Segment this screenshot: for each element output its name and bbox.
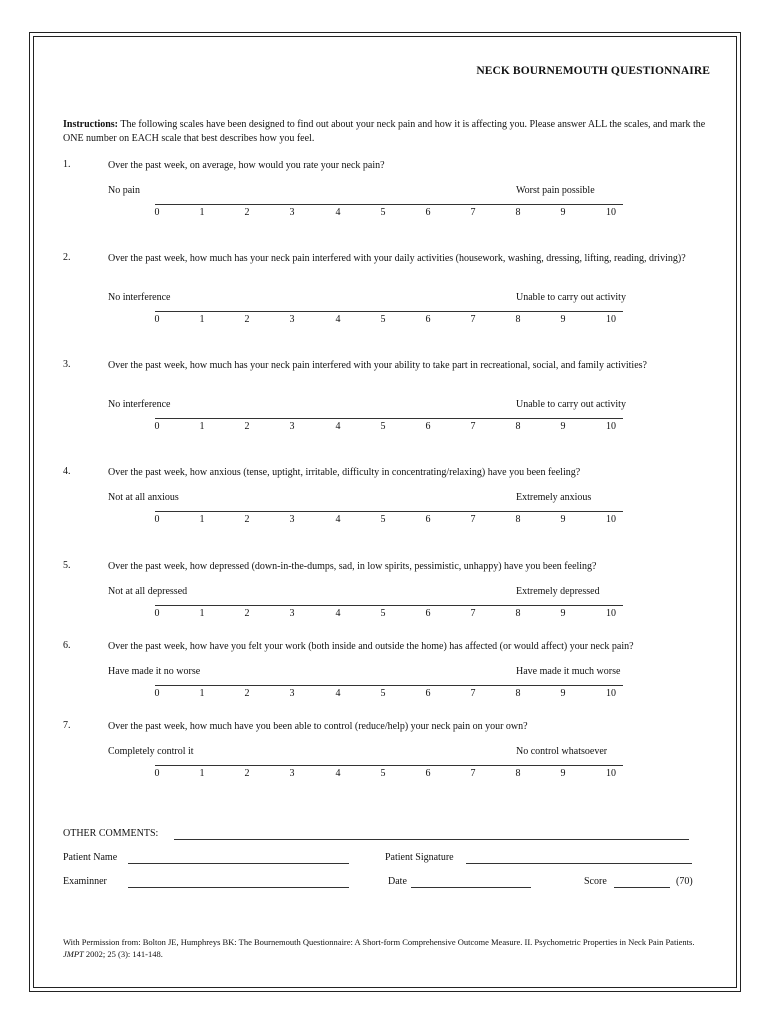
scale-option-2[interactable]: 2 bbox=[244, 608, 250, 619]
scale-option-8[interactable]: 8 bbox=[515, 314, 521, 325]
scale-anchor-right: Worst pain possible bbox=[516, 185, 595, 196]
scale-option-1[interactable]: 1 bbox=[199, 314, 205, 325]
scale-line bbox=[155, 311, 623, 312]
scale-option-7[interactable]: 7 bbox=[470, 314, 476, 325]
scale-option-4[interactable]: 4 bbox=[335, 688, 341, 699]
patient-name-label: Patient Name bbox=[63, 852, 118, 863]
scale-option-7[interactable]: 7 bbox=[470, 608, 476, 619]
scale-option-8[interactable]: 8 bbox=[515, 768, 521, 779]
scale-option-3[interactable]: 3 bbox=[289, 608, 295, 619]
scale-option-8[interactable]: 8 bbox=[515, 514, 521, 525]
date-label: Date bbox=[388, 876, 407, 887]
date-field[interactable] bbox=[411, 887, 531, 888]
scale-option-8[interactable]: 8 bbox=[515, 608, 521, 619]
score-label: Score bbox=[584, 876, 607, 887]
scale-option-4[interactable]: 4 bbox=[335, 421, 341, 432]
question-number: 6. bbox=[63, 640, 71, 651]
patient-signature-field[interactable] bbox=[466, 863, 692, 864]
scale-option-2[interactable]: 2 bbox=[244, 768, 250, 779]
scale-option-2[interactable]: 2 bbox=[244, 314, 250, 325]
score-max: (70) bbox=[676, 876, 693, 887]
scale-option-2[interactable]: 2 bbox=[244, 421, 250, 432]
question-text: Over the past week, how much has your neck pain interfered with your daily activities (housework, washing, dressing, lifting, reading, driving)? bbox=[108, 253, 686, 264]
scale-anchor-left: Not at all depressed bbox=[108, 586, 188, 597]
scale-anchor-right: Unable to carry out activity bbox=[516, 399, 626, 410]
scale-option-5[interactable]: 5 bbox=[380, 768, 386, 779]
scale-option-0[interactable]: 0 bbox=[154, 608, 160, 619]
scale-anchor-left: No interference bbox=[108, 292, 171, 303]
scale-option-10[interactable]: 10 bbox=[606, 314, 616, 325]
instructions-label: Instructions: bbox=[63, 119, 119, 130]
scale-option-4[interactable]: 4 bbox=[335, 768, 341, 779]
scale-option-0[interactable]: 0 bbox=[154, 314, 160, 325]
other-comments-field[interactable] bbox=[174, 839, 689, 840]
scale-option-5[interactable]: 5 bbox=[380, 514, 386, 525]
question-number: 5. bbox=[63, 560, 71, 571]
instructions bbox=[63, 118, 708, 146]
scale-line bbox=[155, 765, 623, 766]
scale-option-10[interactable]: 10 bbox=[606, 688, 616, 699]
scale-option-3[interactable]: 3 bbox=[289, 207, 295, 218]
scale-line bbox=[155, 204, 623, 205]
scale-option-9[interactable]: 9 bbox=[560, 207, 566, 218]
question-text: Over the past week, how depressed (down-in-the-dumps, sad, in low spirits, pessimistic, unhappy) have you been feeling? bbox=[108, 561, 597, 572]
question-text: Over the past week, on average, how would you rate your neck pain? bbox=[108, 160, 385, 171]
other-comments-label: OTHER COMMENTS: bbox=[63, 828, 159, 839]
scale-option-9[interactable]: 9 bbox=[560, 421, 566, 432]
scale-option-8[interactable]: 8 bbox=[515, 421, 521, 432]
scale-option-6[interactable]: 6 bbox=[425, 688, 431, 699]
scale-option-0[interactable]: 0 bbox=[154, 207, 160, 218]
scale-line bbox=[155, 511, 623, 512]
scale-option-5[interactable]: 5 bbox=[380, 688, 386, 699]
scale-anchor-left: Completely control it bbox=[108, 746, 194, 757]
scale-option-4[interactable]: 4 bbox=[335, 608, 341, 619]
scale-anchor-right: Extremely anxious bbox=[516, 492, 592, 503]
scale-option-6[interactable]: 6 bbox=[425, 421, 431, 432]
scale-option-1[interactable]: 1 bbox=[199, 421, 205, 432]
question-text: Over the past week, how much have you been able to control (reduce/help) your neck pain on your own? bbox=[108, 721, 528, 732]
scale-line bbox=[155, 605, 623, 606]
scale-option-10[interactable]: 10 bbox=[606, 421, 616, 432]
scale-option-2[interactable]: 2 bbox=[244, 514, 250, 525]
scale-option-6[interactable]: 6 bbox=[425, 768, 431, 779]
scale-option-8[interactable]: 8 bbox=[515, 688, 521, 699]
question-number: 4. bbox=[63, 466, 71, 477]
scale-option-1[interactable]: 1 bbox=[199, 608, 205, 619]
patient-signature-label: Patient Signature bbox=[385, 852, 454, 863]
scale-option-8[interactable]: 8 bbox=[515, 207, 521, 218]
scale-option-3[interactable]: 3 bbox=[289, 688, 295, 699]
scale-option-2[interactable]: 2 bbox=[244, 688, 250, 699]
scale-option-1[interactable]: 1 bbox=[199, 768, 205, 779]
inner-border bbox=[33, 36, 737, 988]
scale-line bbox=[155, 418, 623, 419]
question-text: Over the past week, how much has your neck pain interfered with your ability to take part in recreational, social, and family activities? bbox=[108, 360, 647, 371]
question-number: 2. bbox=[63, 252, 71, 263]
scale-anchor-left: No interference bbox=[108, 399, 171, 410]
scale-option-4[interactable]: 4 bbox=[335, 314, 341, 325]
scale-option-6[interactable]: 6 bbox=[425, 207, 431, 218]
examiner-label: Examinner bbox=[63, 876, 107, 887]
scale-option-7[interactable]: 7 bbox=[470, 768, 476, 779]
scale-option-10[interactable]: 10 bbox=[606, 207, 616, 218]
question-number: 3. bbox=[63, 359, 71, 370]
scale-option-7[interactable]: 7 bbox=[470, 514, 476, 525]
scale-option-9[interactable]: 9 bbox=[560, 608, 566, 619]
scale-anchor-right: Extremely depressed bbox=[516, 586, 600, 597]
citation-prefix: With Permission from: Bolton JE, Humphreys BK: The Bournemouth Questionnaire: A Short-form Comprehensive Outcome Measure. II. Psychometric Properties in Neck Pain Patients. bbox=[63, 937, 695, 947]
scale-option-6[interactable]: 6 bbox=[425, 608, 431, 619]
scale-anchor-left: No pain bbox=[108, 185, 140, 196]
citation-suffix: 2002; 25 (3): 141-148. bbox=[85, 949, 163, 959]
scale-option-5[interactable]: 5 bbox=[380, 207, 386, 218]
scale-anchor-right: Have made it much worse bbox=[516, 666, 621, 677]
scale-option-1[interactable]: 1 bbox=[199, 207, 205, 218]
scale-option-1[interactable]: 1 bbox=[199, 688, 205, 699]
scale-anchor-left: Have made it no worse bbox=[108, 666, 201, 677]
scale-option-7[interactable]: 7 bbox=[470, 207, 476, 218]
scale-option-9[interactable]: 9 bbox=[560, 514, 566, 525]
scale-option-2[interactable]: 2 bbox=[244, 207, 250, 218]
scale-anchor-left: Not at all anxious bbox=[108, 492, 179, 503]
scale-option-5[interactable]: 5 bbox=[380, 421, 386, 432]
scale-option-1[interactable]: 1 bbox=[199, 514, 205, 525]
scale-option-10[interactable]: 10 bbox=[606, 514, 616, 525]
citation bbox=[63, 936, 713, 960]
scale-option-0[interactable]: 0 bbox=[154, 688, 160, 699]
instructions-text: The following scales have been designed to find out about your neck pain and how it is affecting you. Please answer ALL the scales, and mark the ONE number on EACH scale that best describes how you feel. bbox=[63, 119, 706, 144]
page-title: NECK BOURNEMOUTH QUESTIONNAIRE bbox=[476, 65, 710, 77]
scale-option-3[interactable]: 3 bbox=[289, 768, 295, 779]
examiner-field[interactable] bbox=[128, 887, 349, 888]
scale-option-5[interactable]: 5 bbox=[380, 608, 386, 619]
scale-option-0[interactable]: 0 bbox=[154, 514, 160, 525]
scale-option-4[interactable]: 4 bbox=[335, 207, 341, 218]
question-text: Over the past week, how anxious (tense, uptight, irritable, difficulty in concentrating/relaxing) have you been feeling? bbox=[108, 467, 581, 478]
citation-journal: JMPT bbox=[63, 949, 84, 959]
scale-option-0[interactable]: 0 bbox=[154, 768, 160, 779]
scale-option-0[interactable]: 0 bbox=[154, 421, 160, 432]
question-number: 7. bbox=[63, 720, 71, 731]
scale-option-4[interactable]: 4 bbox=[335, 514, 341, 525]
scale-option-5[interactable]: 5 bbox=[380, 314, 386, 325]
scale-anchor-right: Unable to carry out activity bbox=[516, 292, 626, 303]
scale-option-3[interactable]: 3 bbox=[289, 314, 295, 325]
scale-option-7[interactable]: 7 bbox=[470, 688, 476, 699]
scale-option-3[interactable]: 3 bbox=[289, 514, 295, 525]
score-field[interactable] bbox=[614, 887, 670, 888]
scale-anchor-right: No control whatsoever bbox=[516, 746, 608, 757]
scale-option-6[interactable]: 6 bbox=[425, 314, 431, 325]
scale-option-7[interactable]: 7 bbox=[470, 421, 476, 432]
question-number: 1. bbox=[63, 159, 71, 170]
scale-option-10[interactable]: 10 bbox=[606, 608, 616, 619]
question-text: Over the past week, how have you felt your work (both inside and outside the home) has affected (or would affect) your neck pain? bbox=[108, 641, 634, 652]
scale-option-6[interactable]: 6 bbox=[425, 514, 431, 525]
scale-option-9[interactable]: 9 bbox=[560, 688, 566, 699]
scale-option-10[interactable]: 10 bbox=[606, 768, 616, 779]
patient-name-field[interactable] bbox=[128, 863, 349, 864]
scale-option-9[interactable]: 9 bbox=[560, 314, 566, 325]
scale-option-3[interactable]: 3 bbox=[289, 421, 295, 432]
scale-line bbox=[155, 685, 623, 686]
scale-option-9[interactable]: 9 bbox=[560, 768, 566, 779]
